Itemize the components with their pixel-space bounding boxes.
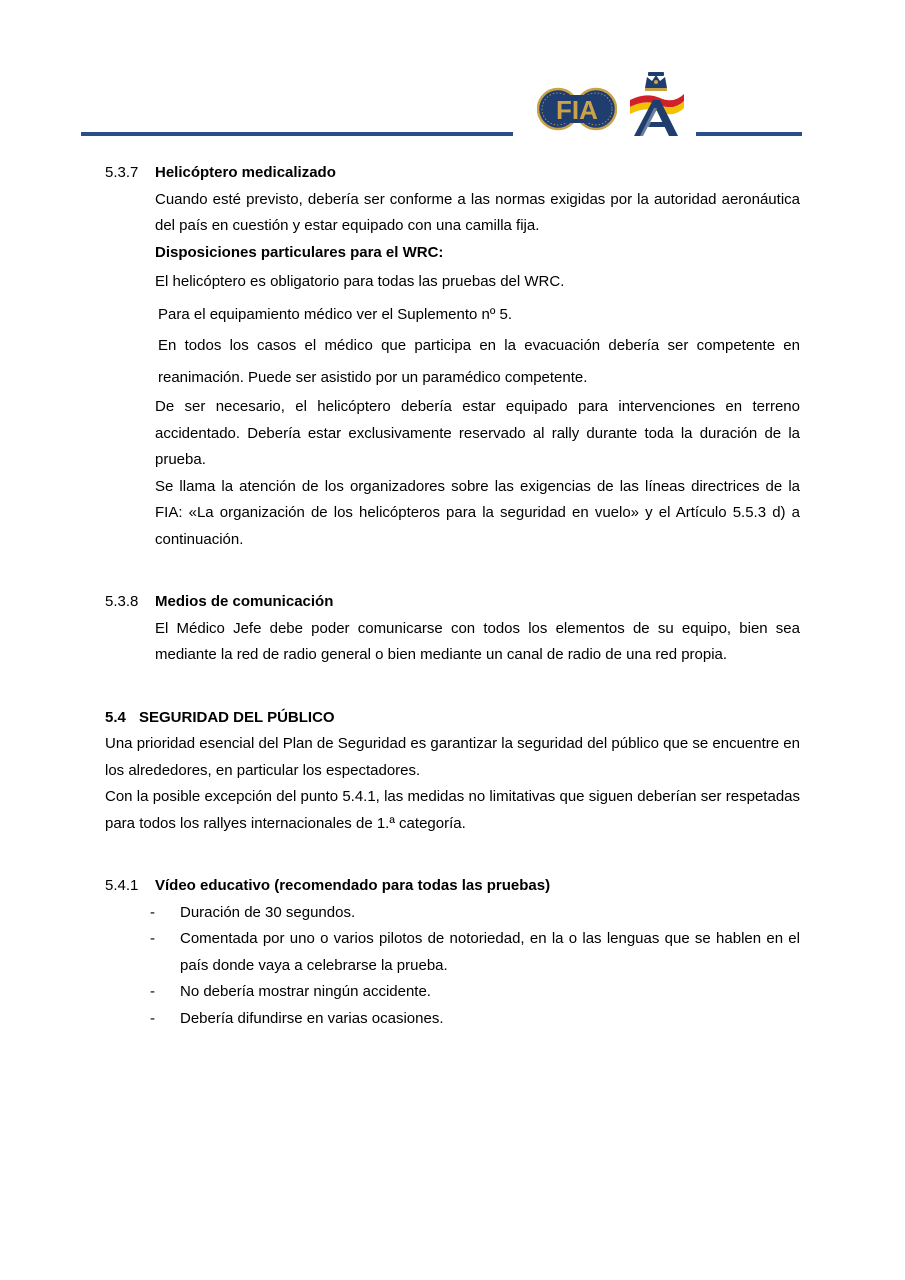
paragraph: Para el equipamiento médico ver el Suplemento nº 5. <box>158 305 513 323</box>
section-title: Medios de comunicación <box>155 593 334 610</box>
paragraph: El helicóptero es obligatorio para todas las pruebas del WRC. <box>155 273 565 290</box>
paragraph: Con la posible excepción del punto 5.4.1, las medidas no limitativas que siguen deberían ser respetadas para todos los rallyes internacionales de 1.ª categoría. <box>105 788 800 832</box>
list-item <box>150 926 800 979</box>
list-item <box>150 900 800 927</box>
section-title: Helicóptero medicalizado <box>155 164 336 181</box>
paragraph: Se llama la atención de los organizadores sobre las exigencias de las líneas directrices de la FIA: «La organización de los helicópteros para la seguridad en vuelo» y el Artículo 5.5.3 d) a continuación. <box>155 477 800 548</box>
bullet-dash: - <box>150 930 155 947</box>
list-item <box>150 1006 800 1033</box>
list-item <box>150 979 800 1006</box>
section-number: 5.3.8 <box>105 593 139 610</box>
heading-5-4-1 <box>105 873 800 900</box>
paragraph: Cuando esté previsto, debería ser conforme a las normas exigidas por la autoridad aeronáutica del país en cuestión y estar equipado con una camilla fija. <box>155 190 800 234</box>
heading-5-4 <box>105 705 800 732</box>
paragraph: Una prioridad esencial del Plan de Seguridad es garantizar la seguridad del público que se encuentre en los alrededores, en particular los espectadores. <box>105 735 800 779</box>
heading-5-3-8 <box>105 589 800 616</box>
list-item-text: Duración de 30 segundos. <box>180 903 356 921</box>
paragraph: El Médico Jefe debe poder comunicarse con todos los elementos de su equipo, bien sea mediante la red de radio general o bien mediante un canal de radio de una red propia. <box>155 619 800 663</box>
spacer <box>105 553 800 589</box>
heading-5-3-7 <box>105 160 800 187</box>
bullet-dash: - <box>150 983 155 1000</box>
header-rule-right <box>696 132 802 136</box>
paragraph: En todos los casos el médico que participa en la evacuación debería ser competente en reanimación. Puede ser asistido por un paramédico competente. <box>158 337 800 386</box>
list-item-text: Comentada por uno o varios pilotos de notoriedad, en la o las lenguas que se hablen en el país donde vaya a celebrarse la prueba. <box>180 930 800 974</box>
svg-text:FIA: FIA <box>556 95 598 125</box>
spacer <box>105 837 800 873</box>
section-title: Vídeo educativo (recomendado para todas las pruebas) <box>155 877 551 894</box>
fia-logo-icon <box>537 82 617 136</box>
spacer <box>105 669 800 705</box>
bullet-dash: - <box>150 1009 155 1027</box>
list-item-text: No debería mostrar ningún accidente. <box>180 983 431 1000</box>
section-title: SEGURIDAD DEL PÚBLICO <box>139 708 335 726</box>
document-body <box>105 160 800 1032</box>
list-item-text: Debería difundirse en varias ocasiones. <box>180 1009 444 1027</box>
header-rule-left <box>81 132 513 136</box>
bullet-dash: - <box>150 903 155 921</box>
section-number: 5.4 <box>105 708 126 726</box>
section-number: 5.4.1 <box>105 877 139 894</box>
rfeda-logo-icon <box>624 70 688 138</box>
section-number: 5.3.7 <box>105 164 139 181</box>
subheading-wrc: Disposiciones particulares para el WRC: <box>155 243 444 261</box>
paragraph: De ser necesario, el helicóptero debería estar equipado para intervenciones en terreno accidentado. Debería estar exclusivamente reservado al rally durante toda la duración de la prueba. <box>155 398 800 468</box>
